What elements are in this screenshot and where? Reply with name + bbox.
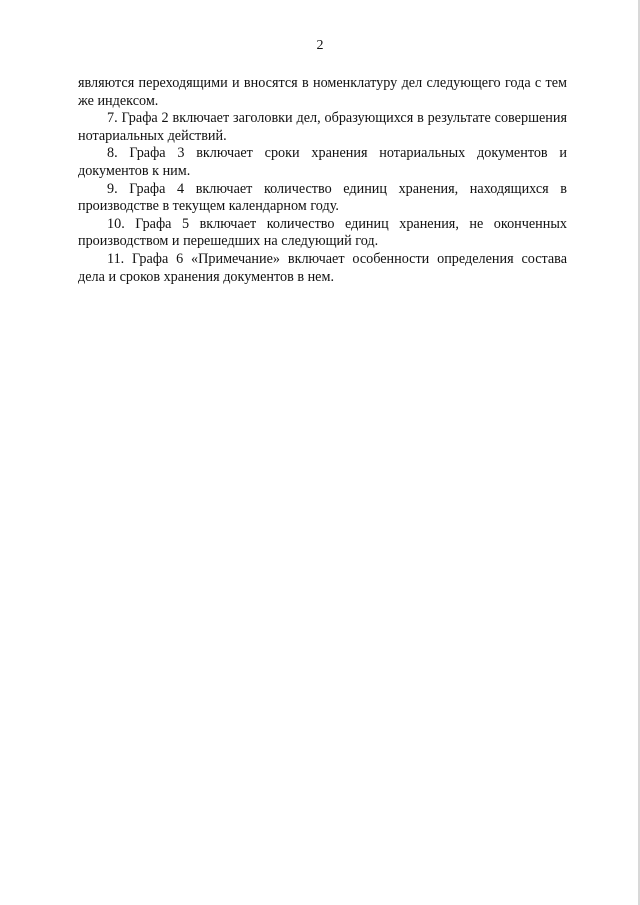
- page-number: 2: [316, 38, 324, 53]
- paragraph-item-10: 10. Графа 5 включает количество единиц хранения, не оконченных производством и перешедших на следующий год.: [78, 215, 567, 250]
- document-body: [78, 75, 567, 286]
- paragraph-item-8: 8. Графа 3 включает сроки хранения нотариальных документов и документов к ним.: [78, 145, 567, 179]
- paragraph-item-11: 11. Графа 6 «Примечание» включает особенности определения состава дела и сроков хранения документов в нем.: [78, 250, 567, 285]
- paragraph-continuation: являются переходящими и вносятся в номенклатуру дел следующего года с тем же индексом.: [78, 75, 567, 109]
- paragraph-item-9: 9. Графа 4 включает количество единиц хранения, находящихся в производстве в текущем календарном году.: [78, 180, 567, 215]
- paragraph-item-7: 7. Графа 2 включает заголовки дел, образующихся в результате совершения нотариальных действий.: [78, 110, 567, 144]
